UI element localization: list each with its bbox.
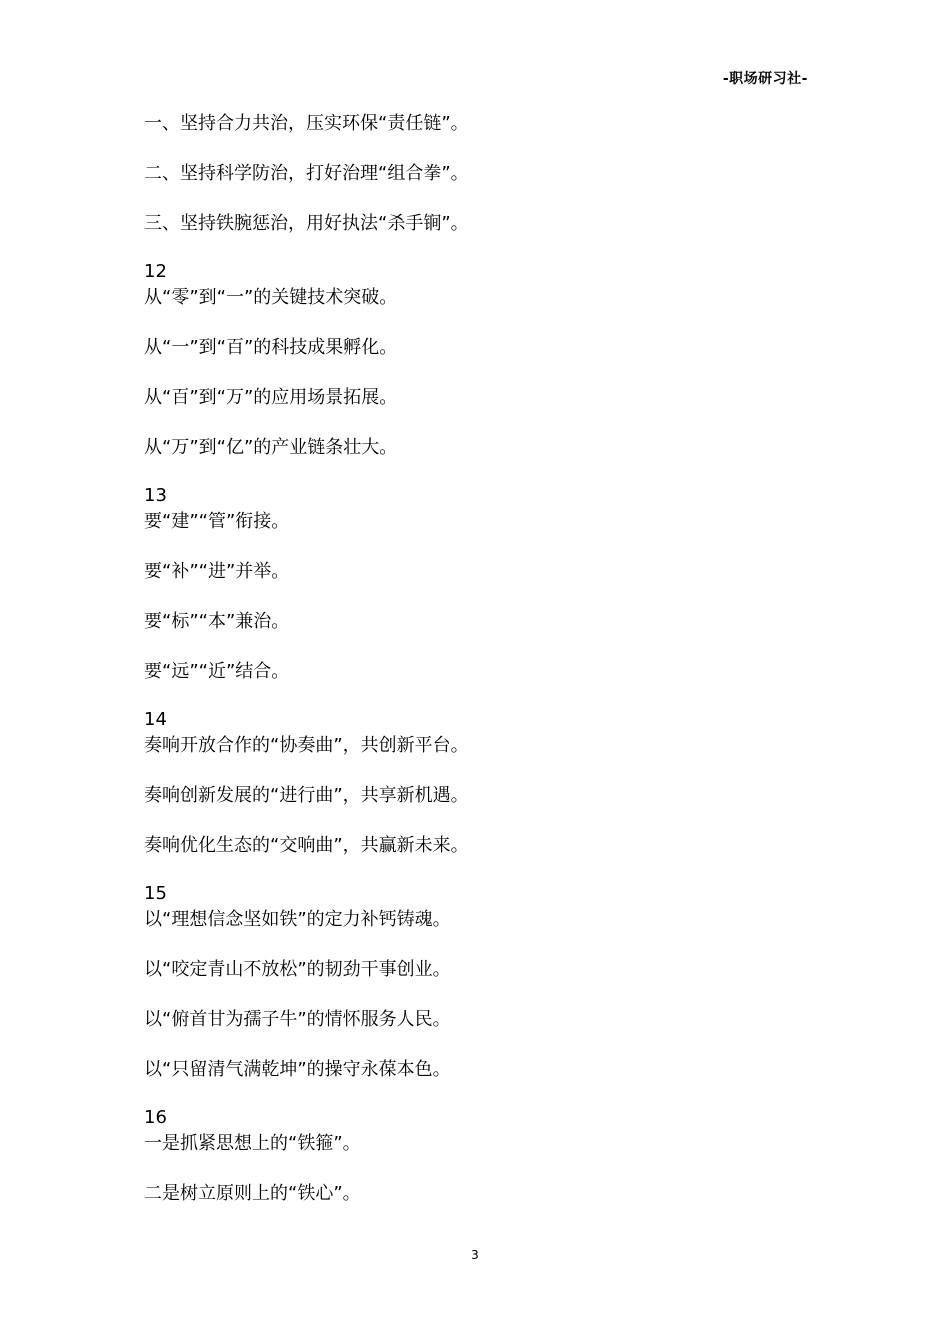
section-number: 15 [144,883,167,904]
section-number: 14 [144,709,167,730]
text-line: 三、坚持铁腕惩治，用好执法“杀手锏”。 [144,213,469,234]
text-line: 要“标”“本”兼治。 [144,611,290,632]
section-number: 12 [144,261,167,282]
text-line: 奏响优化生态的“交响曲”，共赢新未来。 [144,835,469,856]
text-line: 要“建”“管”衔接。 [144,511,290,532]
page-header: -职场研习社- [722,71,808,87]
text-line: 以“理想信念坚如铁”的定力补钙铸魂。 [144,909,451,930]
document-body [144,111,824,1207]
text-line: 从“百”到“万”的应用场景拓展。 [144,387,398,408]
text-line: 一、坚持合力共治，压实环保“责任链”。 [144,113,469,134]
text-line: 要“补”“进”并举。 [144,561,290,582]
section-number: 16 [144,1107,167,1128]
text-line: 二、坚持科学防治，打好治理“组合拳”。 [144,163,469,184]
text-line: 从“零”到“一”的关键技术突破。 [144,287,398,308]
text-line: 以“俯首甘为孺子牛”的情怀服务人民。 [144,1009,451,1030]
text-line: 从“一”到“百”的科技成果孵化。 [144,337,398,358]
text-line: 要“远”“近”结合。 [144,661,290,682]
text-line: 从“万”到“亿”的产业链条壮大。 [144,437,398,458]
text-line: 奏响开放合作的“协奏曲”，共创新平台。 [144,735,469,756]
text-line: 以“咬定青山不放松”的韧劲干事创业。 [144,959,451,980]
page-number: 3 [471,1248,479,1262]
text-line: 以“只留清气满乾坤”的操守永葆本色。 [144,1059,451,1080]
text-line: 奏响创新发展的“进行曲”，共享新机遇。 [144,785,469,806]
section-number: 13 [144,485,167,506]
text-line: 一是抓紧思想上的“铁箍”。 [144,1133,361,1154]
text-line: 二是树立原则上的“铁心”。 [144,1183,361,1204]
